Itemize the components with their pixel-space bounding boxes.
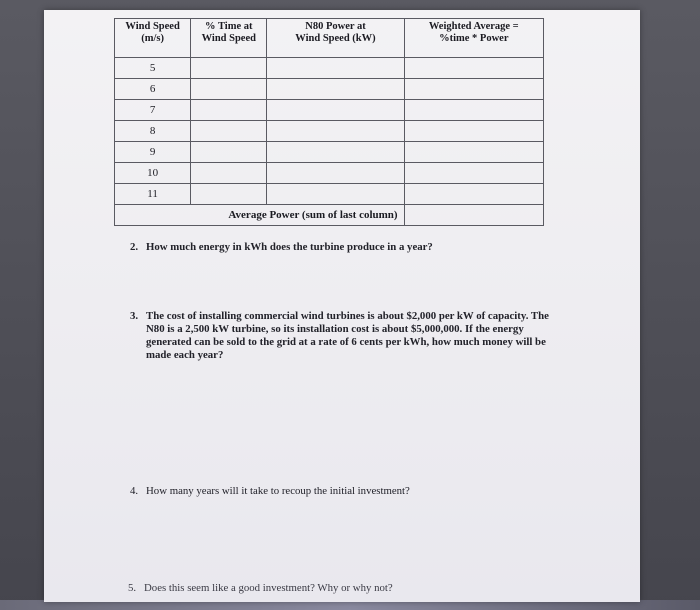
cell-weighted[interactable] xyxy=(404,163,543,184)
cell-wind-speed: 8 xyxy=(115,121,191,142)
cell-wind-speed: 9 xyxy=(115,142,191,163)
table-row xyxy=(115,121,544,142)
header-wind-speed: Wind Speed (m/s) xyxy=(115,19,191,58)
cell-power[interactable] xyxy=(267,163,404,184)
table-row xyxy=(115,58,544,79)
question-number: 5. xyxy=(128,582,137,594)
header-n80-power: N80 Power at Wind Speed (kW) xyxy=(267,19,404,58)
question-number: 4. xyxy=(130,485,139,497)
cell-percent-time[interactable] xyxy=(191,184,267,205)
cell-wind-speed: 7 xyxy=(115,100,191,121)
cell-percent-time[interactable] xyxy=(191,100,267,121)
question-text-line: N80 is a 2,500 kW turbine, so its installation cost is about $5,000,000. If the energy xyxy=(146,323,524,335)
cell-power[interactable] xyxy=(267,79,404,100)
cell-power[interactable] xyxy=(267,142,404,163)
table-header-row xyxy=(115,19,544,58)
cell-weighted[interactable] xyxy=(404,79,543,100)
cell-percent-time[interactable] xyxy=(191,163,267,184)
worksheet-page xyxy=(44,10,640,602)
table-row xyxy=(115,100,544,121)
table-row xyxy=(115,184,544,205)
cell-percent-time[interactable] xyxy=(191,142,267,163)
average-power-row xyxy=(115,205,544,226)
question-number: 2. xyxy=(130,241,139,253)
cell-power[interactable] xyxy=(267,58,404,79)
wind-speed-table xyxy=(114,18,544,226)
question-3 xyxy=(130,310,549,362)
cell-weighted[interactable] xyxy=(404,142,543,163)
cell-percent-time[interactable] xyxy=(191,58,267,79)
cell-weighted[interactable] xyxy=(404,121,543,142)
average-power-cell[interactable] xyxy=(404,205,543,226)
cell-percent-time[interactable] xyxy=(191,121,267,142)
question-2 xyxy=(130,241,433,254)
question-4 xyxy=(130,485,410,498)
cell-wind-speed: 5 xyxy=(115,58,191,79)
cell-wind-speed: 10 xyxy=(115,163,191,184)
question-text: How much energy in kWh does the turbine produce in a year? xyxy=(146,241,433,253)
cell-wind-speed: 6 xyxy=(115,79,191,100)
question-text-line: made each year? xyxy=(146,349,224,361)
table-row xyxy=(115,142,544,163)
header-weighted-average: Weighted Average = %time * Power xyxy=(404,19,543,58)
cell-power[interactable] xyxy=(267,100,404,121)
average-power-label: Average Power (sum of last column) xyxy=(191,205,404,226)
question-5 xyxy=(128,582,393,595)
cell-power[interactable] xyxy=(267,121,404,142)
question-text-line: The cost of installing commercial wind turbines is about $2,000 per kW of capacity. The xyxy=(146,310,549,322)
header-percent-time: % Time at Wind Speed xyxy=(191,19,267,58)
question-number: 3. xyxy=(130,310,139,322)
question-text-line: generated can be sold to the grid at a rate of 6 cents per kWh, how much money will be xyxy=(146,336,546,348)
table-row xyxy=(115,79,544,100)
cell-weighted[interactable] xyxy=(404,184,543,205)
footer-spacer xyxy=(115,205,191,226)
question-text: Does this seem like a good investment? Why or why not? xyxy=(144,582,393,594)
table-row xyxy=(115,163,544,184)
question-text: How many years will it take to recoup the initial investment? xyxy=(146,485,410,497)
cell-weighted[interactable] xyxy=(404,100,543,121)
cell-power[interactable] xyxy=(267,184,404,205)
cell-weighted[interactable] xyxy=(404,58,543,79)
cell-percent-time[interactable] xyxy=(191,79,267,100)
cell-wind-speed: 11 xyxy=(115,184,191,205)
